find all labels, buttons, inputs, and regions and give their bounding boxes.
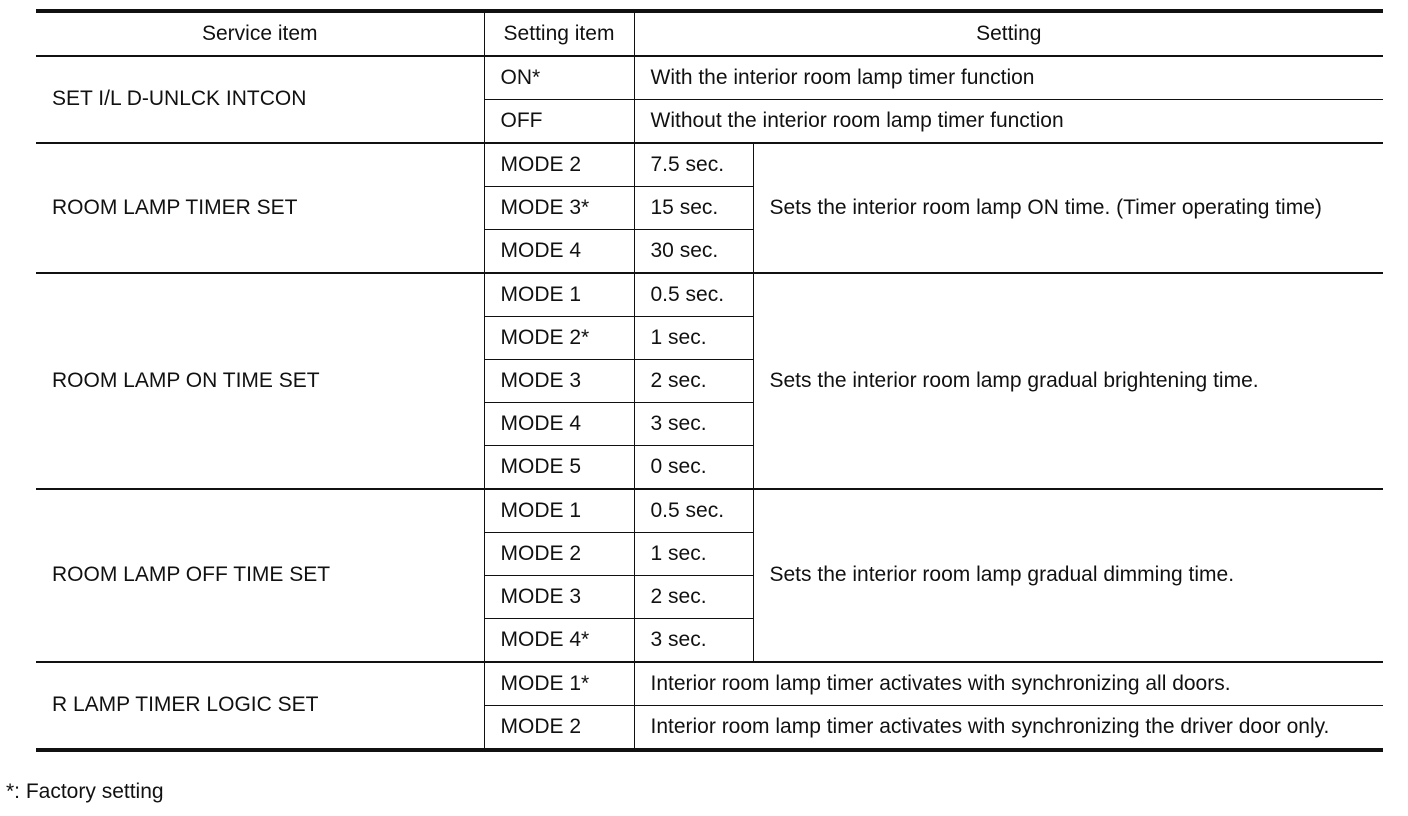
setting-description-cell: Sets the interior room lamp gradual dimming time. — [753, 489, 1383, 662]
table-row — [36, 662, 1383, 706]
setting-item-cell: ON* — [484, 56, 634, 100]
table-header-row — [36, 11, 1383, 56]
setting-item-cell: MODE 1* — [484, 662, 634, 706]
service-item-cell: ROOM LAMP TIMER SET — [36, 143, 484, 273]
setting-value-cell: 1 sec. — [634, 533, 753, 576]
setting-item-cell: MODE 3* — [484, 187, 634, 230]
setting-value-cell: 15 sec. — [634, 187, 753, 230]
setting-description-cell: Sets the interior room lamp gradual brightening time. — [753, 273, 1383, 489]
header-setting-item: Setting item — [484, 11, 634, 56]
service-item-cell: SET I/L D-UNLCK INTCON — [52, 87, 307, 111]
setting-item-cell: MODE 4* — [484, 619, 634, 663]
setting-cell: Without the interior room lamp timer function — [634, 100, 1383, 144]
setting-value-cell: 30 sec. — [634, 230, 753, 274]
setting-value-cell: 0.5 sec. — [634, 273, 753, 317]
setting-cell: Interior room lamp timer activates with synchronizing all doors. — [634, 662, 1383, 706]
setting-item-cell: MODE 2 — [484, 143, 634, 187]
header-service-item: Service item — [36, 11, 484, 56]
setting-item-cell: MODE 2* — [484, 317, 634, 360]
setting-value-cell: 7.5 sec. — [634, 143, 753, 187]
setting-item-cell: OFF — [484, 100, 634, 144]
setting-value-cell: 3 sec. — [634, 619, 753, 663]
setting-value-cell: 2 sec. — [634, 576, 753, 619]
table-row — [36, 489, 1383, 533]
table-row — [36, 143, 1383, 187]
setting-item-cell: MODE 4 — [484, 403, 634, 446]
setting-item-cell: MODE 5 — [484, 446, 634, 490]
setting-value-cell: 1 sec. — [634, 317, 753, 360]
setting-item-cell: MODE 2 — [484, 706, 634, 751]
setting-cell: Interior room lamp timer activates with synchronizing the driver door only. — [634, 706, 1383, 751]
service-item-cell: R LAMP TIMER LOGIC SET — [36, 662, 484, 750]
table-row — [36, 273, 1383, 317]
setting-item-cell: MODE 4 — [484, 230, 634, 274]
service-item-cell: ROOM LAMP ON TIME SET — [36, 273, 484, 489]
setting-item-cell: MODE 3 — [484, 360, 634, 403]
service-settings-table — [36, 9, 1383, 752]
setting-value-cell: 3 sec. — [634, 403, 753, 446]
setting-description-cell: Sets the interior room lamp ON time. (Timer operating time) — [753, 143, 1383, 273]
setting-item-cell: MODE 2 — [484, 533, 634, 576]
setting-item-cell: MODE 1 — [484, 489, 634, 533]
service-item-cell: ROOM LAMP OFF TIME SET — [36, 489, 484, 662]
setting-value-cell: 0 sec. — [634, 446, 753, 490]
setting-value-cell: 2 sec. — [634, 360, 753, 403]
setting-item-cell: MODE 1 — [484, 273, 634, 317]
setting-item-cell: MODE 3 — [484, 576, 634, 619]
setting-value-cell: 0.5 sec. — [634, 489, 753, 533]
footnote: *: Factory setting — [6, 780, 164, 803]
header-setting: Setting — [634, 11, 1383, 56]
table-row — [36, 56, 1383, 100]
setting-cell: With the interior room lamp timer function — [634, 56, 1383, 100]
